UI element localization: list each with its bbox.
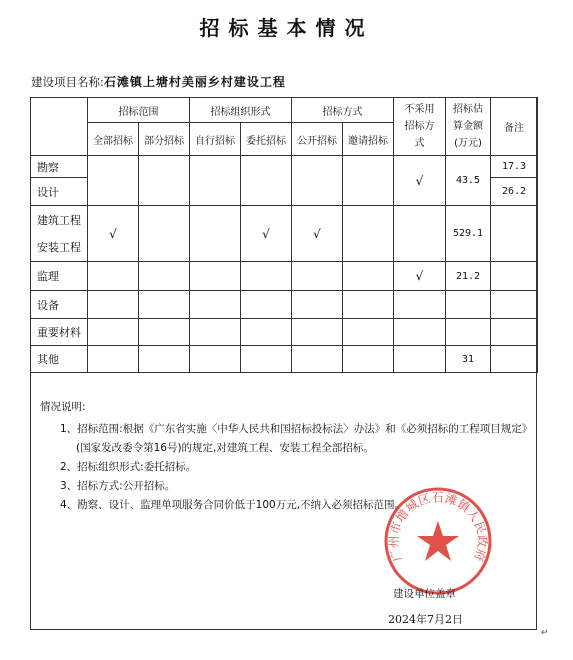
row-label-construction-install: 建筑工程 安装工程 (31, 206, 88, 262)
header-invited-bidding: 邀请招标 (343, 123, 394, 156)
header-scope: 招标范围 (88, 98, 190, 123)
header-partial-bidding: 部分招标 (139, 123, 190, 156)
amount-construction: 529.1 (446, 206, 491, 262)
official-seal (382, 485, 494, 597)
seal-caption: 建设单位盖章 (393, 588, 456, 600)
notes-heading: 情况说明: (40, 401, 86, 413)
amount-other: 31 (446, 346, 491, 373)
header-no-bidding: 不采用 招标方 式 (394, 98, 446, 156)
check-no-bidding-supervision: √ (394, 262, 446, 291)
amount-survey-design: 43.5 (446, 156, 491, 206)
row-label-other: 其他 (31, 346, 88, 373)
header-organization: 招标组织形式 (190, 98, 292, 123)
row-label-equipment: 设备 (31, 291, 88, 319)
project-name: 石滩镇上塘村美丽乡村建设工程 (103, 75, 286, 89)
row-label-supervision: 监理 (31, 262, 88, 291)
remark-design: 26.2 (491, 178, 538, 206)
note-item: 3、招标方式:公开招标。 (60, 480, 176, 492)
check-full-bidding: √ (88, 206, 139, 262)
note-item: 4、勘察、设计、监理单项服务合同价低于100万元,不纳入必须招标范围。 (60, 499, 406, 511)
header-remark: 备注 (491, 98, 538, 156)
header-entrusted: 委托招标 (241, 123, 292, 156)
amount-supervision: 21.2 (446, 262, 491, 291)
check-open-bidding: √ (292, 206, 343, 262)
header-estimated-amount: 招标估 算金额 (万元) (446, 98, 491, 156)
check-no-bidding-survey-design: √ (394, 156, 446, 206)
bidding-table (30, 97, 538, 373)
note-item: 1、招标范围:根据《广东省实施〈中华人民共和国招标投标法〉办法》和《必须招标的工程项目规定》(国家发改委令第16号)的规定,对建筑工程、安装工程全部招标。 (60, 423, 527, 454)
row-label-survey: 勘察 (31, 156, 88, 178)
row-label-design: 设计 (31, 178, 88, 206)
page-title: 招标基本情况 (199, 16, 374, 40)
project-label: 建设项目名称: (31, 75, 104, 89)
corner-cell (31, 98, 88, 156)
sign-date: 2024年7月2日 (388, 613, 463, 626)
note-item: 2、招标组织形式:委托招标。 (60, 461, 197, 473)
header-open-bidding: 公开招标 (292, 123, 343, 156)
header-self-organized: 自行招标 (190, 123, 241, 156)
seal-text: 广州市增城区石滩镇人民政府 (386, 490, 490, 564)
header-full-bidding: 全部招标 (88, 123, 139, 156)
paragraph-mark-icon: ↵ (541, 628, 549, 638)
check-entrusted: √ (241, 206, 292, 262)
header-method: 招标方式 (292, 98, 394, 123)
row-label-materials: 重要材料 (31, 319, 88, 346)
star-icon (417, 521, 459, 561)
project-line (31, 73, 286, 90)
remark-survey: 17.3 (491, 156, 538, 178)
